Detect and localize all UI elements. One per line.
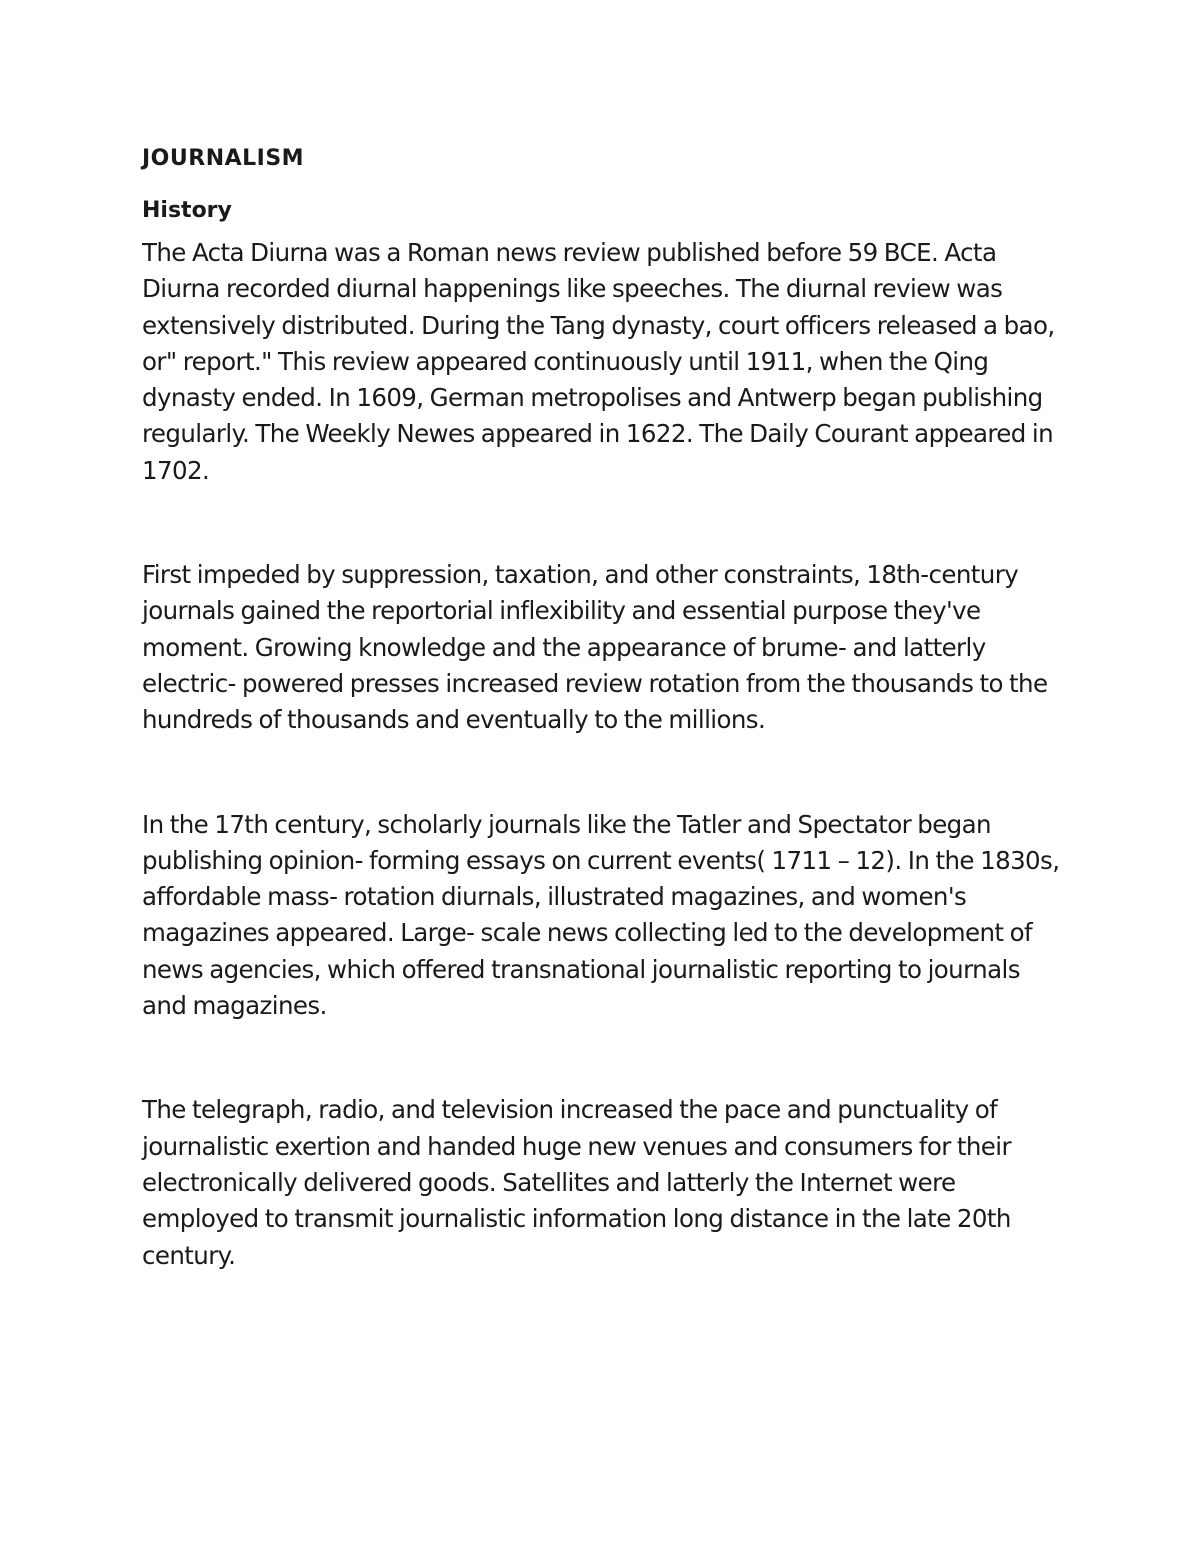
paragraph: First impeded by suppression, taxation, and other constraints, 18th-century journals gained the reportorial inflexibility and essential purpose they've moment. Growing knowledge and the appearance of brume- and latterly electric- powered presses increased review rotation from the thousands to the hundreds of thousands and eventually to the millions.	[142, 560, 1048, 735]
paragraph: The telegraph, radio, and television increased the pace and punctuality of journalistic exertion and handed huge new venues and consumers for their electronically delivered goods. Satellites and latterly the Internet were employed to transmit journalistic information long distance in the late 20th century.	[142, 1095, 1011, 1270]
document-body	[142, 141, 1062, 1274]
paragraph: The Acta Diurna was a Roman news review published before 59 BCE. Acta Diurna recorded diurnal happenings like speeches. The diurnal review was extensively distributed. During the Tang dynasty, court officers released a bao, or" report." This review appeared continuously until 1911, when the Qing dynasty ended. In 1609, German metropolises and Antwerp began publishing regularly. The Weekly Newes appeared in 1622. The Daily Courant appeared in 1702.	[142, 238, 1055, 485]
document-title: JOURNALISM	[142, 146, 305, 171]
section-heading: History	[142, 198, 232, 223]
paragraph: In the 17th century, scholarly journals like the Tatler and Spectator began publishing opinion- forming essays on current events( 1711 – 12). In the 1830s, affordable mass- rotation diurnals, illustrated magazines, and women's magazines appeared. Large- scale news collecting led to the development of news agencies, which offered transnational journalistic reporting to journals and magazines.	[142, 809, 1060, 1021]
